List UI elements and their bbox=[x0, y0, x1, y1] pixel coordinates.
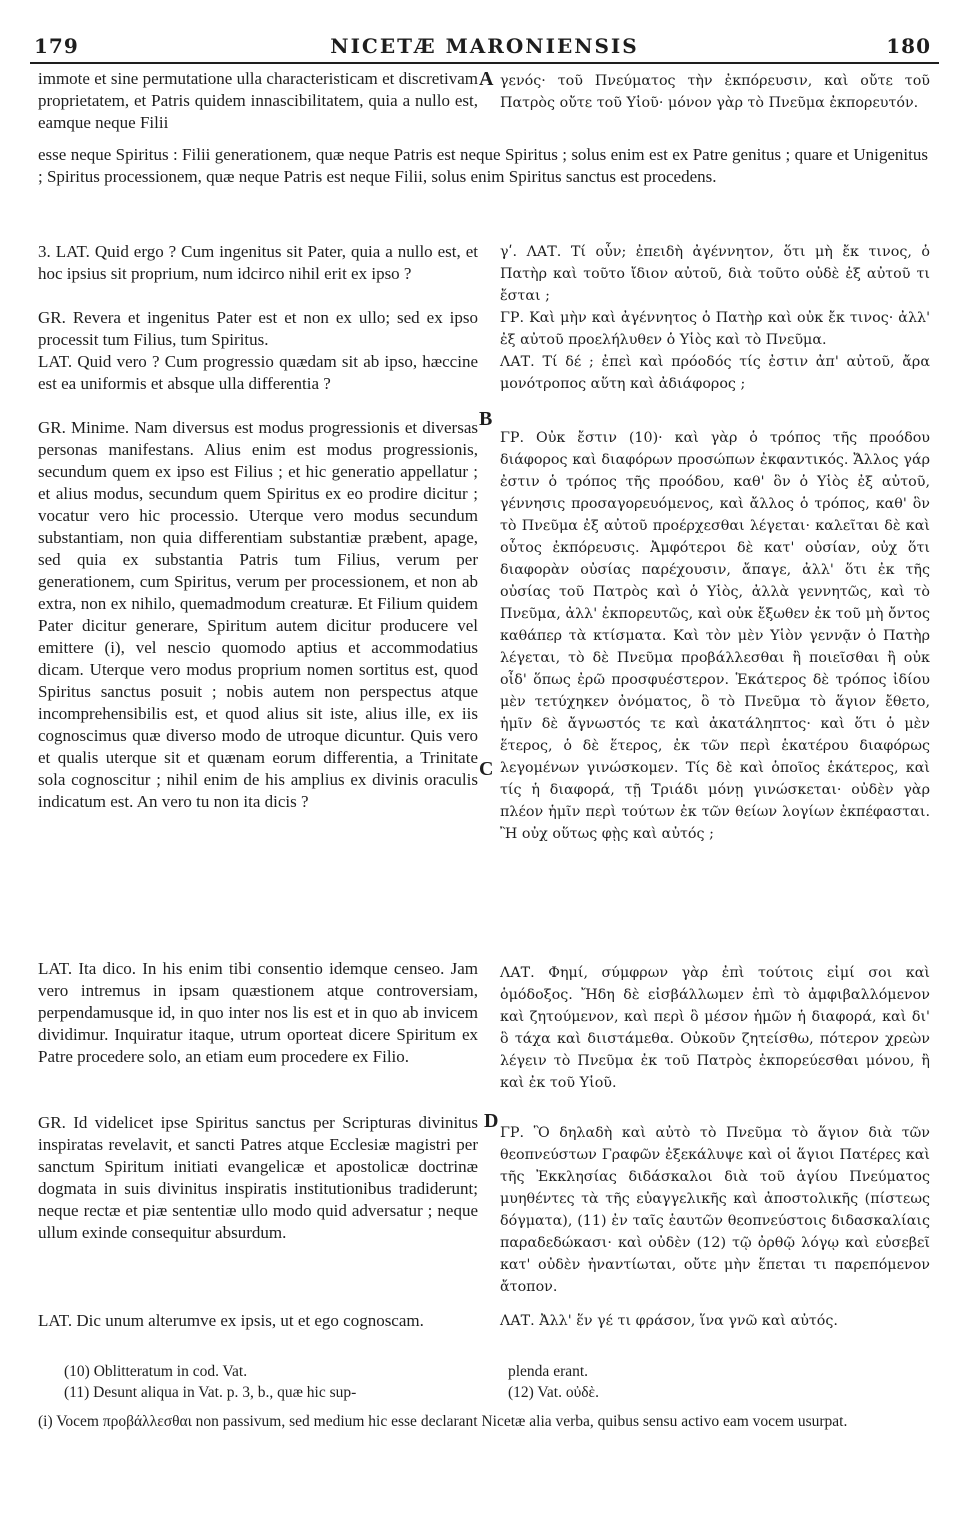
margin-letter-a: A bbox=[479, 68, 494, 90]
latin-paragraph-2: GR. Revera et ingenitus Pater est et non ex ullo; sed ex ipso processit tum Filius, tum Spiritus. bbox=[38, 308, 478, 349]
margin-letter-b: B bbox=[479, 408, 493, 430]
footnote-i: (i) Vocem προβάλλεσθαι non passivum, sed medium hic esse declarant Nicetæ alia verba, quibus sensu activo eam vocem usurpat. bbox=[38, 1413, 848, 1430]
footnote-10: (10) Oblitteratum in cod. Vat. bbox=[64, 1363, 248, 1380]
latin-top-paragraph: immote et sine permutatione ulla characteristicam et discretivam proprietatem, et Patris quidem innascibilitatem, quia a nullo est, eamque neque Filii bbox=[38, 69, 478, 132]
greek-paragraph-2: ΓΡ. Καὶ μὴν καὶ ἀγέννητος ὁ Πατὴρ καὶ οὐκ ἔκ τινος· ἀλλ' ἐξ αὐτοῦ προελήλυθεν ὁ Υἱὸς καὶ τὸ Πνεῦμα. bbox=[500, 310, 930, 348]
latin-paragraph-1: 3. LAT. Quid ergo ? Cum ingenitus sit Pater, quia a nullo est, et hoc ipsius sit proprium, num idcirco nihil erit ex ipso ? bbox=[38, 242, 478, 283]
header-rule bbox=[30, 62, 939, 64]
footnote-11: (11) Desunt aliqua in Vat. p. 3, b., quæ hic sup- bbox=[64, 1384, 357, 1401]
latin-paragraph-5: LAT. Ita dico. In his enim tibi consentio idemque censeo. Jam vero intremus in ipsam quæstionem atque controversiam, perpendamusque id, in quo inter nos lis est et in quo ab invicem dividimur. Inquiratur itaque, utrum oporteat dicere Spiritum ex Patre procedere solo, an etiam eum procedere ex Filio. bbox=[38, 959, 478, 1066]
greek-paragraph-4: ΓΡ. Οὐκ ἔστιν (10)· καὶ γὰρ ὁ τρόπος τῆς προόδου διάφορος καὶ διαφόρων προσώπων ἐκφαντικός. Ἄλλος γάρ ἐστιν ὁ τρόπος τῆς προόδου, καθ' ὃν ὁ Υἱὸς ἐξ αὐτοῦ, γέννησις προσαγορευόμενος, καὶ ἄλλος ὁ τρόπος, καθ' ὃν τὸ Πνεῦμα ἐξ αὐτοῦ προέρχεσθαι λέγεται· καλεῖται δὲ καὶ οὗτος ἐκπόρευσις. Ἀμφότεροι δὲ κατ' οὐσίαν, οὐχ ὅτι διαφορὰν οὐσίας παρέχουσιν, ἄπαγε, ἀλλ' ὅτι ἐκ τῆς οὐσίας τοῦ Πατρὸς καὶ ὁ Υἱὸς, ἀλλὰ γεννητῶς, καὶ τὸ Πνεῦμα, ἀλλ' ἐκπορευτῶς, καὶ οὐκ ἔξωθεν ἐκ τοῦ μὴ ὄντος καθάπερ τὰ κτίσματα. Καὶ τὸν μὲν Υἱὸν γεννᾷν ὁ Πατὴρ λέγεται, τὸ δὲ Πνεῦμα προβάλλεσθαι ἢ ποιεῖσθαι ἢ οὐκ οἶδ' ὅπως ἐρῶ προσφυέστερον. Ἑκάτερος δὲ τρόπος ἰδίου μὲν τετύχηκεν ὀνόματος, ὃ τὸ Πνεῦμα τὸ ἅγιον ἔθετο, ἡμῖν δὲ ἄγνωστός τε καὶ ἀκατάληπτος· καὶ ὅτι ὁ μὲν ἕτερος, ὁ δὲ ἕτερος, ἐκ τῶν περὶ ἑκατέρου διαφόρως λεγομένων γινώσκομεν. Τίς δὲ καὶ ὁποῖος ἑκάτερος, καὶ τίς ἡ διαφορά, τῇ Τριάδι μόνῃ γινώσκεται· οὐδὲν γὰρ πλέον ἡμῖν περὶ τούτων ἐκ τῶν θείων λογίων ἐκπέφασται. Ἢ οὐχ οὕτως φῂς καὶ αὐτός ; bbox=[500, 430, 930, 842]
margin-letter-c: C bbox=[479, 758, 494, 780]
latin-paragraph-3: LAT. Quid vero ? Cum progressio quædam sit ab ipso, hæccine est ea uniformis et absque ulla differentia ? bbox=[38, 352, 478, 393]
page-number-left: 179 bbox=[34, 34, 79, 58]
footnote-11-continuation: plenda erant. bbox=[508, 1363, 589, 1380]
latin-paragraph-6: GR. Id videlicet ipse Spiritus sanctus per Scripturas divinitus inspiratas revelavit, et sancti Patres atque Ecclesiæ magistri per sanctum Spiritum initiati evangelicæ et apostolicæ doctrinæ dogmata in suis divinitus inspiratis institutionibus tradiderunt; neque rectæ et piæ sententiæ ullo modo quid adversatur ; neque ullum exinde consequitur absurdum. bbox=[38, 1113, 478, 1242]
greek-paragraph-7: ΛΑΤ. Ἀλλ' ἕν γέ τι φράσον, ἵνα γνῶ καὶ αὐτός. bbox=[500, 1313, 838, 1329]
latin-full-width-paragraph: esse neque Spiritus : Filii generationem, quæ neque Patris est neque Spiritus ; solus enim est ex Patre genitus ; quare et Unigenitus ; Spiritus processionem, quæ neque Patris est neque Filii, solus enim Spiritus sanctus est procedens. bbox=[38, 145, 928, 186]
footnote-12: (12) Vat. οὐδὲ. bbox=[508, 1384, 599, 1401]
page-number-right: 180 bbox=[886, 34, 931, 58]
greek-paragraph-3: ΛΑΤ. Τί δέ ; ἐπεὶ καὶ πρόοδός τίς ἐστιν ἀπ' αὐτοῦ, ἄρα μονότροπος αὕτη καὶ ἀδιάφορος ; bbox=[500, 354, 930, 392]
greek-paragraph-1: γʹ. ΛΑΤ. Τί οὖν; ἐπειδὴ ἀγέννητον, ὅτι μὴ ἔκ τινος, ὁ Πατὴρ καὶ τοῦτο ἴδιον αὐτοῦ, διὰ τοῦτο οὐδὲ ἐξ αὐτοῦ τι ἔσται ; bbox=[500, 244, 930, 304]
latin-paragraph-7: LAT. Dic unum alterumve ex ipsis, ut et ego cognoscam. bbox=[38, 1311, 424, 1330]
greek-top-paragraph: γενός· τοῦ Πνεύματος τὴν ἐκπόρευσιν, καὶ οὔτε τοῦ Πατρὸς οὔτε τοῦ Υἱοῦ· μόνον γὰρ τὸ Πνεῦμα ἐκπορευτόν. bbox=[500, 73, 930, 111]
latin-paragraph-4: GR. Minime. Nam diversus est modus progressionis et diversas personas manifestans. Alius enim est modus progressionis, secundum quem ex ipso est Filius ; et hic generatio appellatur ; et alius modus, secundum quem Spiritus ex eo prodire dicitur ; vocatur vero hic processio. Uterque vero modus secundum substantiam, non quia differentiam substantiæ præbent, apage, sed quia ex substantia Patris tum Filius, verum per generationem, cum Spiritus, verum per processionem, et non ab extra, non ex nihilo, quemadmodum creaturæ. Et Filium quidem Pater dicitur generare, Spiritum autem dicitur producere vel emittere (i), vel nescio quomodo aptius et accommodatius dicam. Uterque vero modus proprium nomen sortitus est, quod Spiritus sanctus posuit ; nobis autem non perspectus atque incomprehensibilis est, et quod alius sit iste, alius ille, ex iis cognoscimus quæ diverso modo de utroque dicuntur. Quis vero et qualis uterque sit et quænam eorum differentia, a Trinitate sola cognoscitur ; nihil enim de his amplius ex divinis oraculis indicatum est. An vero tu non ita dicis ? bbox=[38, 418, 478, 811]
greek-paragraph-6: ΓΡ. Ὃ δηλαδὴ καὶ αὐτὸ τὸ Πνεῦμα τὸ ἅγιον διὰ τῶν θεοπνεύστων Γραφῶν ἐξεκάλυψε καὶ οἱ ἅγιοι Πατέρες καὶ τῆς Ἐκκλησίας διδάσκαλοι διὰ τοῦ ἁγίου Πνεύματος μυηθέντες τὰ τῆς εὐαγγελικῆς καὶ ἀποστολικῆς (πίστεως δόγματα), (11) ἐν ταῖς ἑαυτῶν θεοπνεύστοις διδασκαλίαις παραδεδώκασι· καὶ οὐδὲν (12) τῷ ὀρθῷ λόγῳ καὶ εὐσεβεῖ κατ' οὐδὲν ἠναντίωται, οὔτε μὴν ἕπεται τι παρεπόμενον ἄτοπον. bbox=[500, 1125, 930, 1295]
margin-letter-d: D bbox=[484, 1110, 499, 1132]
greek-paragraph-5: ΛΑΤ. Φημί, σύμφρων γὰρ ἐπὶ τούτοις εἰμί σοι καὶ ὁμόδοξος. Ἤδη δὲ εἰσβάλλωμεν ἐπὶ τὸ ἀμφιβαλλόμενον καὶ ζητούμενον, καὶ περὶ ὃ μέσον ἡμῶν ἡ διαφορά, καὶ δι' ὃ τάχα καὶ διιστάμεθα. Οὐκοῦν ζητείσθω, πότερον χρεὼν λέγειν τὸ Πνεῦμα ἐκ τοῦ Πατρὸς ἐκπορεύεσθαι μόνου, ἢ καὶ ἐκ τοῦ Υἱοῦ. bbox=[500, 965, 930, 1091]
running-title: NICETÆ MARONIENSIS bbox=[330, 34, 639, 58]
